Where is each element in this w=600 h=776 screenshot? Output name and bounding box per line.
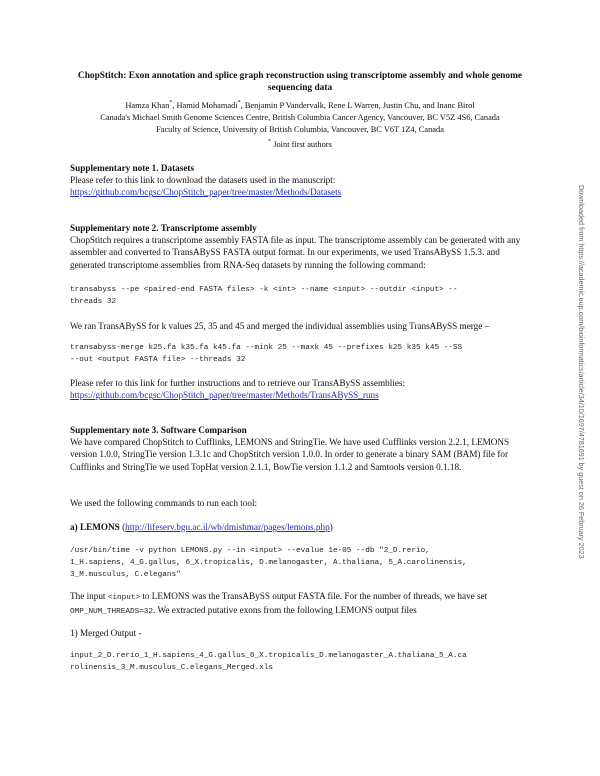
note-2-text-2: We ran TransABySS for k values 25, 35 and 45 and merged the individual assemblies using TransABySS merge – xyxy=(70,321,490,331)
transabyss-command: transabyss --pe <paired-end FASTA files> -k <int> --name <input> --outdir <input> -- threads 32 xyxy=(70,286,458,306)
joint-first-note xyxy=(70,136,530,151)
note-2-section xyxy=(70,222,535,271)
author-name-1: Hamza Khan xyxy=(125,100,170,110)
note-1-text: Please refer to this link to download the datasets used in the manuscript: xyxy=(70,175,336,186)
affiliation-1: Canada's Michael Smith Genome Sciences Centre, British Columbia Cancer Agency, Vancouver, BC V5Z 4S6, Canada xyxy=(100,112,500,122)
joint-marker-1: * xyxy=(169,100,173,106)
note-2-text-3: Please refer to this link for further instructions and to retrieve our TransABySS assemblies: xyxy=(70,378,406,388)
transabyss-runs-link[interactable]: https://github.com/bcgsc/ChopStitch_paper/tree/master/Methods/TransABySS_runs xyxy=(70,390,379,401)
note-1-section xyxy=(70,162,535,199)
lemons-input-paragraph xyxy=(70,590,535,618)
author-block xyxy=(70,97,530,151)
lemons-command: /usr/bin/time -v python LEMONS.py --in <input> --evalue 1e-05 --db "2_D.rerio, 1_H.sapiens, 4_G.gallus, 6_X.tropicalis, D.melanogaster, A.thaliana, 5_A.carolinensis, 3_M.musculus, C.elegans" xyxy=(70,547,467,579)
note-3-text-2: We used the following commands to run each tool: xyxy=(70,498,258,508)
note-3-section xyxy=(70,424,535,473)
merged-output-label: 1) Merged Output - xyxy=(70,628,142,638)
author-names xyxy=(70,97,530,112)
datasets-link[interactable]: https://github.com/bcgsc/ChopStitch_paper/tree/master/Methods/Datasets xyxy=(70,187,342,198)
lemons-paren-close: ) xyxy=(329,522,333,532)
note-3-text: We have compared ChopStitch to Cufflinks, LEMONS and StringTie. We have used Cufflinks version 2.2.1, LEMONS version 1.0.0, StringTie version 1.3.1c and ChopStitch version 1.0.0. In order to generate a binary SAM (BAM) file for Cufflinks and StringTie we used TopHat version 2.1.1, BowTie version 1.1.2 and Samtools version 0.1.18. xyxy=(70,437,510,472)
transabyss-merge-command: transabyss-merge k25.fa k35.fa k45.fa --mink 25 --maxk 45 --prefixes k25 k35 k45 --SS --out <output FASTA file> --threads 32 xyxy=(70,344,463,364)
note-1-heading: Supplementary note 1. Datasets xyxy=(70,163,195,173)
note-2-text-3-block xyxy=(70,377,535,401)
lemons-line xyxy=(70,521,535,533)
note-2-text: ChopStitch requires a transcriptome assembly FASTA file as input. The transcriptome assembly can be generated with any assembler and converted to TransABySS FASTA output format. In our experiments, we used TransABySS 1.5.3. and generated transcriptome assemblies from RNA-Seq datasets by running the following command: xyxy=(70,235,521,270)
lemons-label: a) LEMONS xyxy=(70,522,120,532)
joint-marker-3: * xyxy=(268,138,272,145)
input-code: <input> xyxy=(107,594,141,602)
input-text-pre: The input xyxy=(70,591,108,601)
merged-output-filename: input_2_D.rerio_1_H.sapiens_4_G.gallus_6_X.tropicalis_D.melanogaster_A.thaliana_5_A.ca rolinensis_3_M.musculus_C.elegans_Merged.xls xyxy=(70,652,467,672)
author-name-2: , Hamid Mohamadi xyxy=(172,100,238,110)
lemons-paren-open: ( xyxy=(119,522,126,532)
input-text-post: to LEMONS was the TransABySS output FASTA file. For the number of threads, we have set xyxy=(140,591,488,601)
joint-marker-2: * xyxy=(237,100,241,106)
download-watermark xyxy=(576,185,586,605)
affiliation-2: Faculty of Science, University of British Columbia, Vancouver, BC V6T 1Z4, Canada xyxy=(156,124,444,134)
author-names-rest: , Benjamin P Vandervalk, Rene L Warren, Justin Chu, and Inanc Birol xyxy=(240,100,475,110)
joint-first-text: Joint first authors xyxy=(273,139,332,149)
paper-title: ChopStitch: Exon annotation and splice graph reconstruction using transcriptome assembly and whole genome sequencing data xyxy=(77,71,523,93)
note-2-heading: Supplementary note 2. Transcriptome assembly xyxy=(70,223,257,233)
lemons-link[interactable]: http://lifeserv.bgu.ac.il/wb/dmishmar/pages/lemons.php xyxy=(125,522,330,532)
note-3-heading: Supplementary note 3. Software Comparison xyxy=(70,425,247,435)
download-watermark-text: Downloaded from https://academic.oup.com/bioinformatics/article/34/10/1697/4781691 by guest on 26 February 2023 xyxy=(577,185,586,559)
threads-text-post: . We extracted putative exons from the following LEMONS output files xyxy=(153,605,417,616)
threads-code: OMP_NUM_THREADS=32 xyxy=(70,608,154,617)
